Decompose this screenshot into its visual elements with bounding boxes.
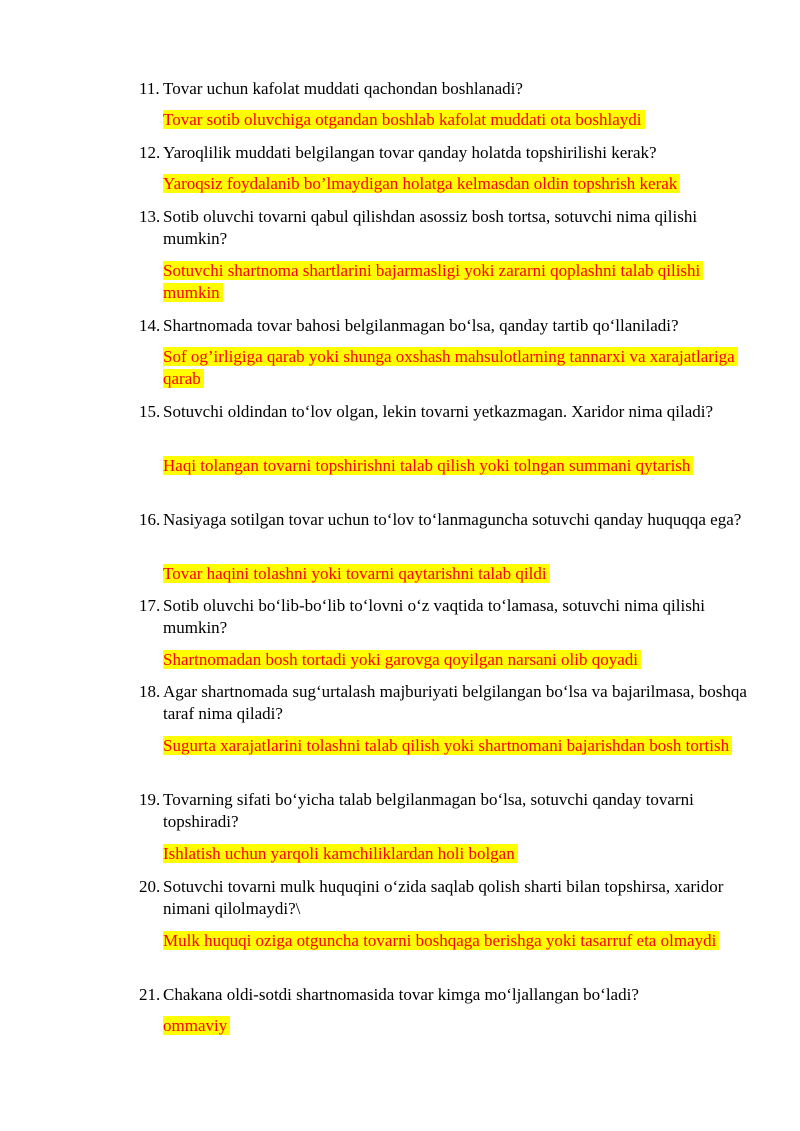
answer-text: Sotuvchi shartnoma shartlarini bajarmasligi yoki zararni qoplashni talab qilishi mumkin [163,261,703,302]
answer-text: Tovar sotib oluvchiga otgandan boshlab kafolat muddati ota boshlaydi [163,110,645,129]
question-number: 21. [139,985,161,1004]
question-text: Sotuvchi tovarni mulk huquqini o‘zida saqlab qolish sharti bilan topshirsa, xaridor nimani qilolmaydi?\ [163,877,724,918]
question-number: 19. [139,790,161,809]
question-number: 11. [139,79,160,98]
question-text: Sotib oluvchi tovarni qabul qilishdan asossiz bosh tortsa, sotuvchi nima qilishi mumkin? [163,207,698,248]
question-number: 12. [139,143,161,162]
answer-text: Sugurta xarajatlarini tolashni talab qilish yoki shartnomani bajarishdan bosh tortish [163,736,732,755]
question-text: Sotib oluvchi bo‘lib-bo‘lib to‘lovni o‘z vaqtida to‘lamasa, sotuvchi nima qilishi mumkin? [163,596,706,637]
answer [163,455,743,477]
answer [163,260,743,304]
question-number: 13. [139,207,161,226]
question-number: 14. [139,316,161,335]
answer-text: Mulk huquqi oziga otguncha tovarni boshqaga berishga yoki tasarruf eta olmaydi [163,931,719,950]
question-text: Chakana oldi-sotdi shartnomasida tovar kimga mo‘ljallangan bo‘ladi? [163,985,639,1004]
answer [163,649,743,671]
answer-text: Yaroqsiz foydalanib bo’lmaydigan holatga kelmasdan oldin topshrish kerak [163,174,680,193]
answer-text: ommaviy [163,1016,230,1035]
answer [163,930,743,952]
answer-text: Shartnomadan bosh tortadi yoki garovga qoyilgan narsani olib qoyadi [163,650,641,669]
answer [163,109,743,131]
question-text: Agar shartnomada sug‘urtalash majburiyati belgilangan bo‘lsa va bajarilmasa, boshqa taraf nima qiladi? [163,682,747,723]
question-number: 16. [139,510,161,529]
answer [163,346,743,390]
question-text: Tovar uchun kafolat muddati qachondan boshlanadi? [163,79,523,98]
answer [163,1015,743,1037]
answer-text: Tovar haqini tolashni yoki tovarni qaytarishni talab qildi [163,564,550,583]
answer [163,563,743,585]
question-number: 18. [139,682,161,701]
answer-text: Ishlatish uchun yarqoli kamchiliklardan holi bolgan [163,844,518,863]
answer [163,173,743,195]
question-text: Yaroqlilik muddati belgilangan tovar qanday holatda topshirilishi kerak? [163,143,657,162]
question-text: Sotuvchi oldindan to‘lov olgan, lekin tovarni yetkazmagan. Xaridor nima qiladi? [163,402,714,421]
answer [163,735,743,757]
answer-text: Sof og’irligiga qarab yoki shunga oxshash mahsulotlarning tannarxi va xarajatlariga qarab [163,347,738,388]
question-number: 17. [139,596,161,615]
question-text: Shartnomada tovar bahosi belgilanmagan bo‘lsa, qanday tartib qo‘llaniladi? [163,316,679,335]
question-number: 20. [139,877,161,896]
answer [163,843,743,865]
question-text: Nasiyaga sotilgan tovar uchun to‘lov to‘lanmaguncha sotuvchi qanday huquqqa ega? [163,510,742,529]
question-text: Tovarning sifati bo‘yicha talab belgilanmagan bo‘lsa, sotuvchi qanday tovarni topshiradi? [163,790,694,831]
question-number: 15. [139,402,161,421]
answer-text: Haqi tolangan tovarni topshirishni talab qilish yoki tolngan summani qytarish [163,456,693,475]
